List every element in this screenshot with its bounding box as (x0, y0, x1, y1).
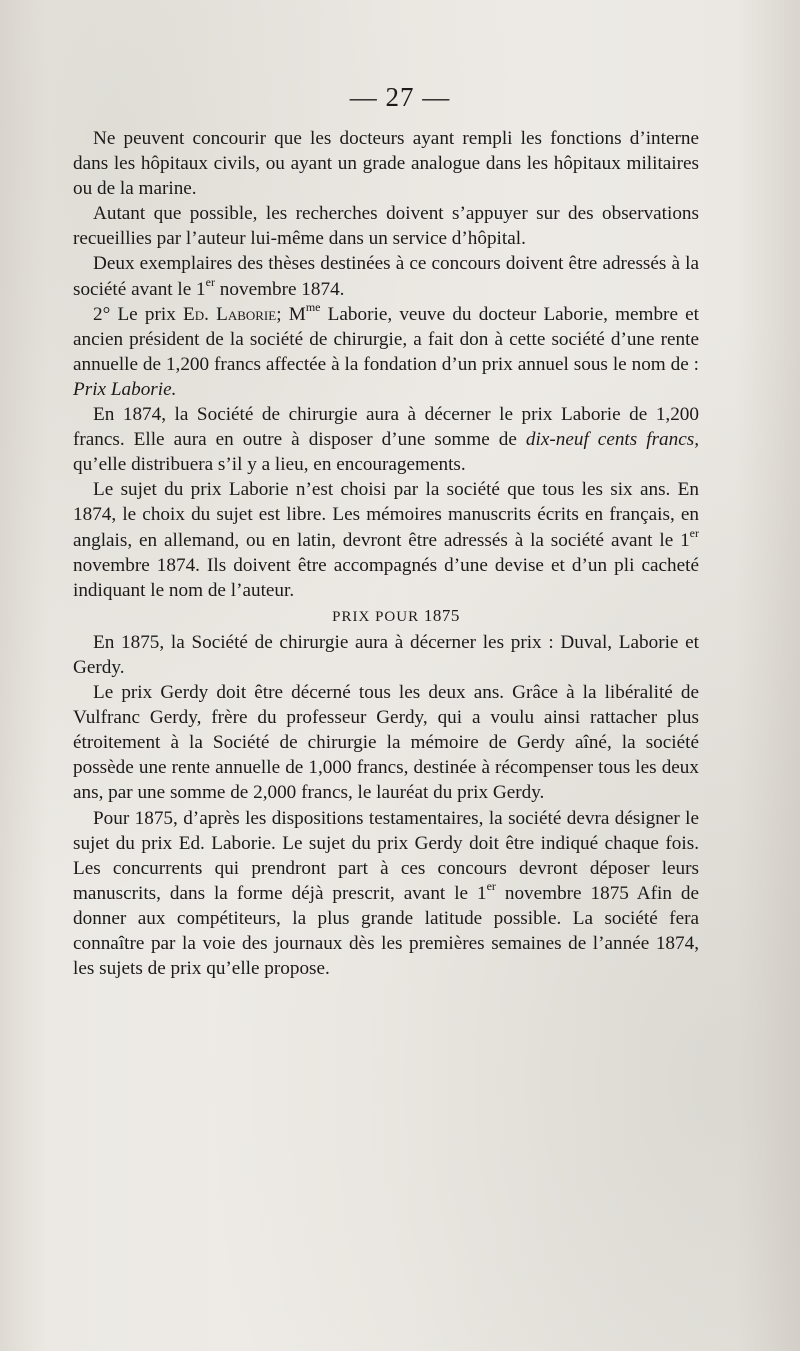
prix-laborie-title: Prix Laborie. (73, 378, 177, 400)
paragraph-subject-rules: Le sujet du prix Laborie n’est choisi par la société que tous les six ans. En 1874, le choix du sujet est libre. Les mémoires manuscrits écrits en français, en anglais, en allemand, ou en latin, devront être adressés à la société avant le 1er novembre 1874. Ils doivent être accompagnés d’une devise et d’un pli cacheté indiquant le nom de l’auteur. (73, 479, 699, 601)
paragraph-1875-prizes: En 1875, la Société de chirurgie aura à décerner les prix : Duval, Laborie et Gerdy. (73, 631, 699, 678)
paragraph-thesis-copies: Deux exemplaires des thèses destinées à ce concours doivent être adressés à la société avant le 1er novembre 1874. (73, 253, 699, 300)
paragraph-observations: Autant que possible, les recherches doivent s’appuyer sur des observations recueillies par l’auteur lui-même dans un service d’hôpital. (73, 203, 699, 250)
paragraph-prix-gerdy: Le prix Gerdy doit être décerné tous les deux ans. Grâce à la libéralité de Vulfranc Gerdy, frère du professeur Gerdy, qui a voulu ainsi rattacher plus étroitement à la Société de chirurgie la mémoire de Gerdy aîné, la société possède une rente annuelle de 1,000 francs, destinée à récompenser tous les deux ans, par une somme de 2,000 francs, le lauréat du prix Gerdy. (73, 682, 699, 804)
paragraph-1875-dispositions: Pour 1875, d’après les dispositions testamentaires, la société devra désigner le sujet du prix Ed. Laborie. Le sujet du prix Gerdy doit être indiqué chaque fois. Les concurrents qui prendront part à ces concours devront déposer leurs manuscrits, dans la forme déjà prescrit, avant le 1er novembre 1875 Afin de donner aux compétiteurs, la plus grande latitude possible. La société fera connaître par la voie des journaux dès les premières semaines de l’année 1874, les sujets de prix qu’elle propose. (73, 807, 699, 980)
laborie-name: Ed. Laborie (183, 303, 277, 325)
amount-italic: dix-neuf cents francs, (525, 429, 699, 451)
paragraph-prix-laborie: 2° Le prix Ed. Laborie; $M^{me}$ Laborie, veuve du docteur Laborie, membre et ancien président de la société de chirurgie, a fait don à cette société d’une rente annuelle de 1,200 francs affectée à la fondation d’un prix annuel sous le nom de : Prix Laborie. (73, 300, 699, 400)
section-heading-prix-1875: PRIX POUR 1875 (332, 605, 460, 625)
page-number: — 27 — (349, 82, 451, 112)
paragraph-eligibility: Ne peuvent concourir que les docteurs ayant rempli les fonctions d’interne dans les hôpitaux civils, ou ayant un grade analogue dans les hôpitaux militaires ou de la marine. (73, 128, 699, 200)
paragraph-1874-award: En 1874, la Société de chirurgie aura à décerner le prix Laborie de 1,200 francs. Elle aura en outre à disposer d’une somme de dix-neuf cents francs, qu’elle distribuera s’il y a lieu, en encouragements. (73, 404, 699, 476)
body-text (73, 126, 699, 981)
